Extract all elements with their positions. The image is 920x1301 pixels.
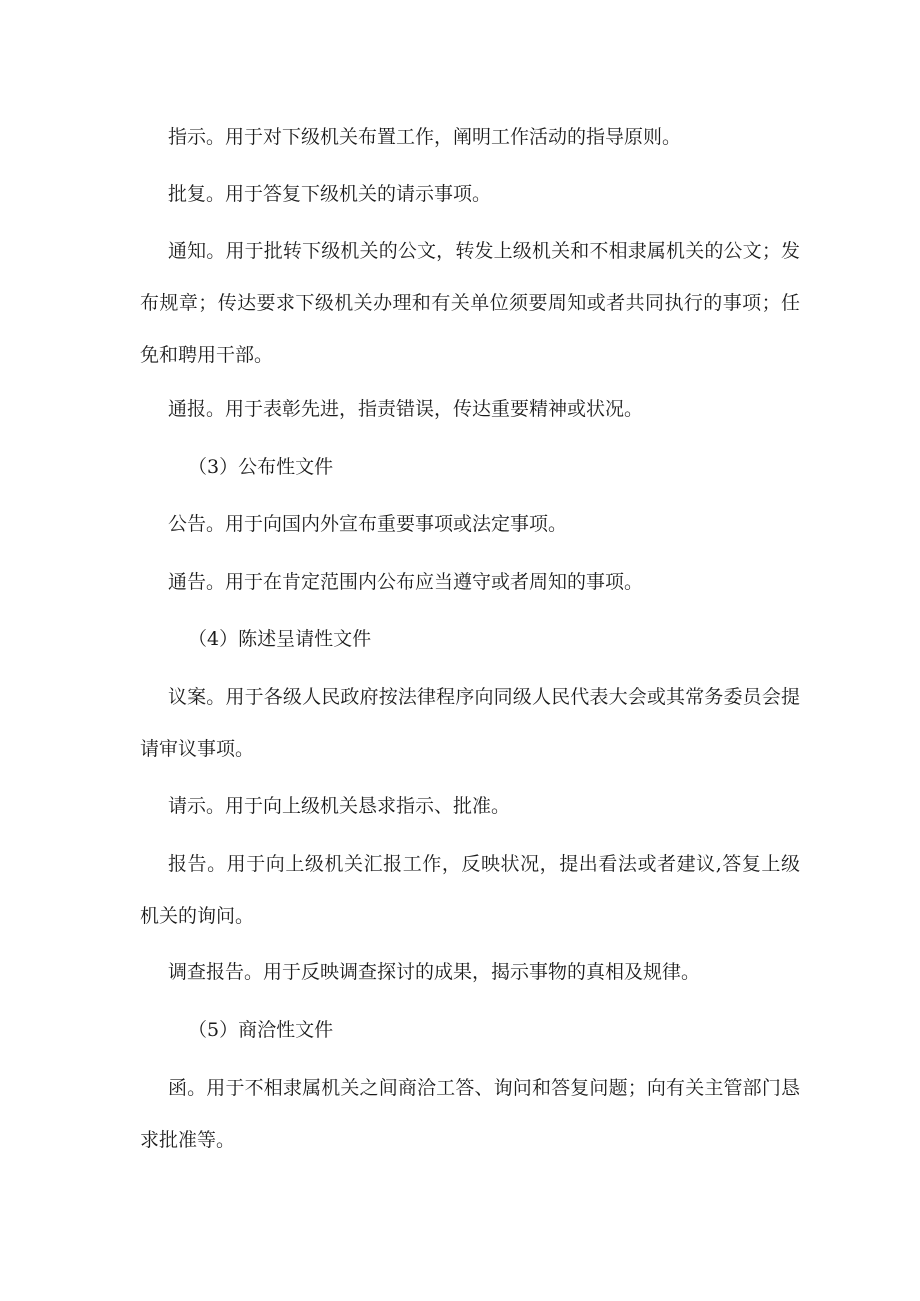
paragraph-motion: 议案。用于各级人民政府按法律程序向同级人民代表大会或其常务委员会提请审议事项。	[140, 686, 800, 760]
paragraph-announcement: 公告。用于向国内外宣布重要事项或法定事项。	[168, 513, 568, 535]
section-heading-3: （3）公布性文件	[188, 456, 334, 478]
paragraph-report: 报告。用于向上级机关汇报工作，反映状况，提出看法或者建议,答复上级机关的询问。	[140, 853, 800, 927]
paragraph-reply: 批复。用于答复下级机关的请示事项。	[168, 183, 492, 205]
paragraph-letter: 函。用于不相隶属机关之间商洽工答、询问和答复问题；向有关主管部门恳求批准等。	[140, 1077, 800, 1151]
paragraph-directive: 指示。用于对下级机关布置工作，阐明工作活动的指导原则。	[168, 126, 682, 148]
paragraph-notice: 通知。用于批转下级机关的公文，转发上级机关和不相隶属机关的公文；发布规章；传达要求下级机关办理和有关单位须要周知或者共同执行的事项；任免和聘用干部。	[140, 240, 800, 366]
section-heading-4: （4）陈述呈请性文件	[188, 628, 372, 650]
paragraph-circular: 通告。用于在肯定范围内公布应当遵守或者周知的事项。	[168, 571, 644, 593]
section-heading-5: （5）商洽性文件	[188, 1019, 334, 1041]
paragraph-investigation-report: 调查报告。用于反映调查探讨的成果，揭示事物的真相及规律。	[168, 961, 701, 983]
paragraph-bulletin: 通报。用于表彰先进，指责错误，传达重要精神或状况。	[168, 398, 644, 420]
paragraph-request: 请示。用于向上级机关恳求指示、批准。	[168, 795, 511, 817]
